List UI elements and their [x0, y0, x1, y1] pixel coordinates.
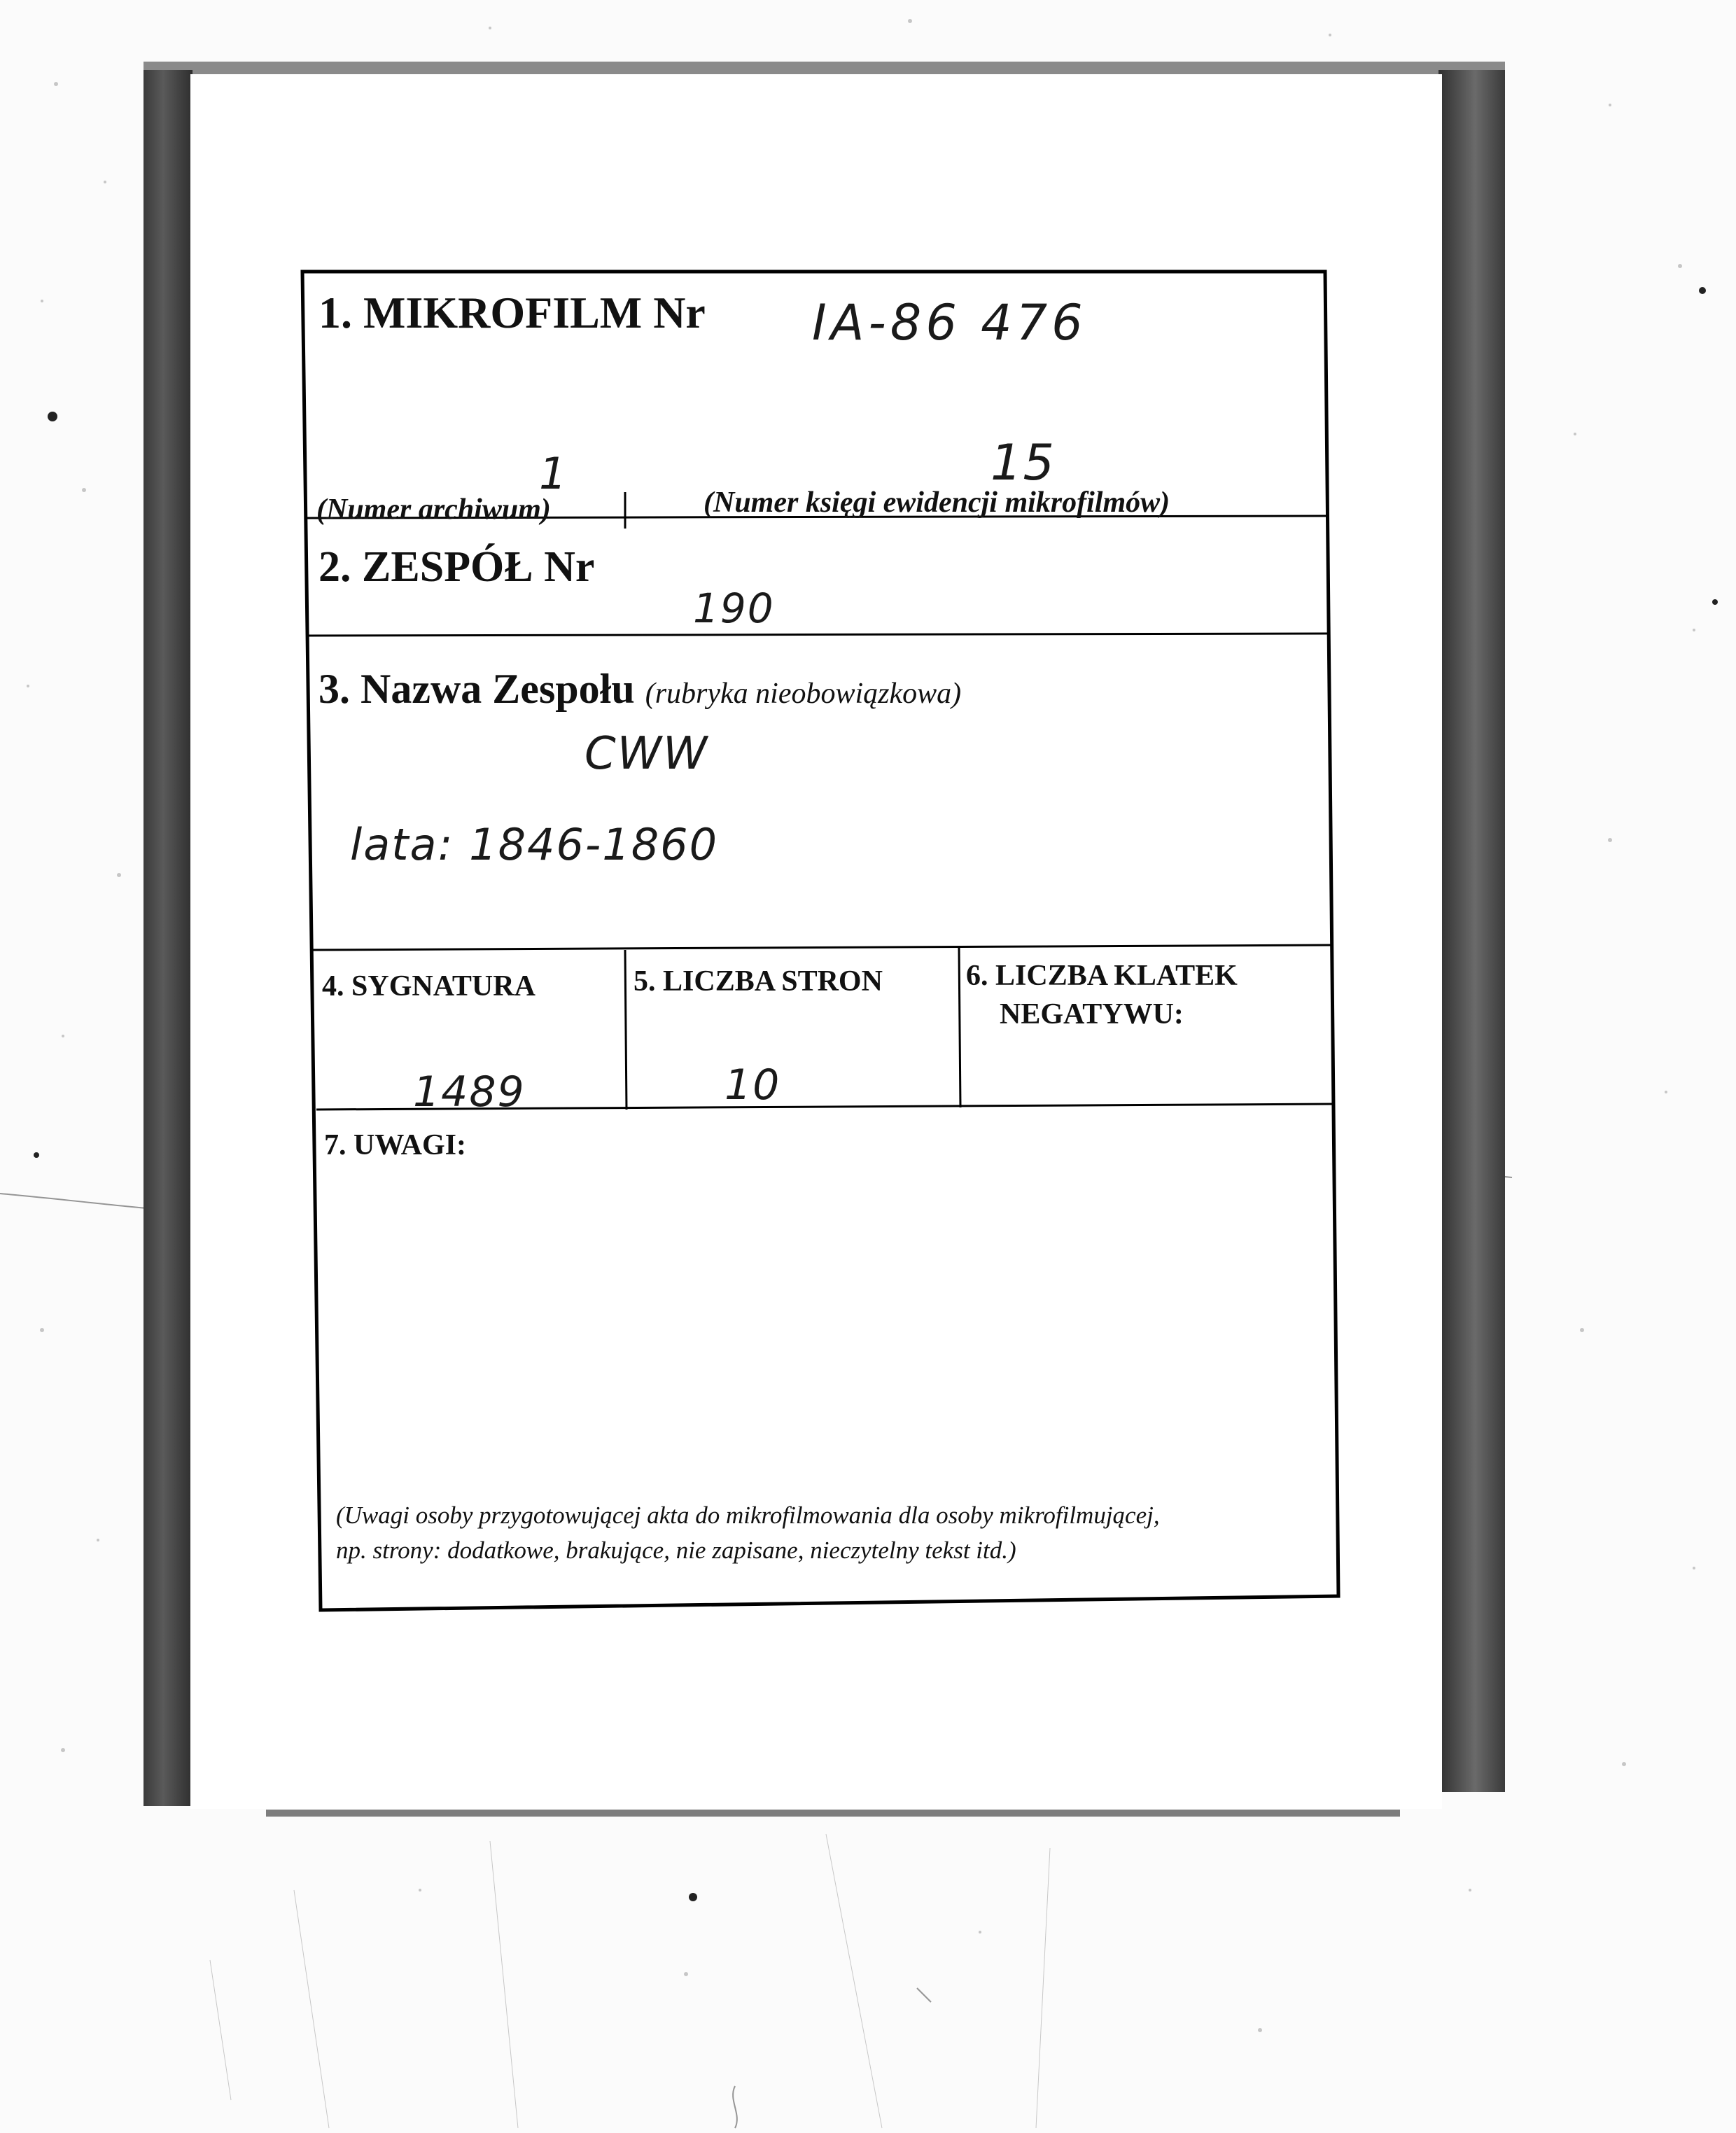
mikrofilm-number: IA-86 476	[812, 294, 1087, 351]
nazwa-zespolu-label	[318, 665, 961, 713]
nazwa-zespolu-value: CWW	[584, 728, 709, 780]
nazwa-zespolu-title: 3. Nazwa Zespołu	[318, 666, 635, 712]
archive-number: 1	[539, 448, 568, 499]
nazwa-zespolu-note: (rubryka nieobowiązkowa)	[645, 678, 962, 710]
mikrofilm-label: 1. MIKROFILM Nr	[318, 288, 706, 337]
sygnatura-label: 4. SYGNATURA	[322, 970, 536, 1002]
zespol-number: 190	[693, 585, 775, 632]
register-number-caption: (Numer księgi ewidencji mikrofilmów)	[704, 487, 1170, 519]
zespol-label: 2. ZESPÓŁ Nr	[318, 543, 595, 591]
archive-number-caption: (Numer archiwum)	[316, 494, 551, 526]
divider-row3	[313, 945, 1331, 950]
liczba-stron-value: 10	[724, 1061, 781, 1110]
divider-col-liczba-stron	[959, 948, 960, 1107]
years-range: lata: 1846-1860	[350, 819, 719, 870]
uwagi-note-line1: (Uwagi osoby przygotowującej akta do mikrofilmowania dla osoby mikrofilmującej,	[336, 1502, 1160, 1529]
divider-col-sygnatura	[625, 950, 626, 1110]
uwagi-label: 7. UWAGI:	[324, 1129, 467, 1161]
divider-row2	[308, 634, 1329, 636]
uwagi-note-line2: np. strony: dodatkowe, brakujące, nie zapisane, nieczytelny tekst itd.)	[336, 1537, 1016, 1564]
register-number: 15	[990, 434, 1056, 491]
form-outer-border	[302, 272, 1338, 1610]
liczba-klatek-label-line2: NEGATYWU:	[1000, 998, 1184, 1030]
liczba-klatek-label-line1: 6. LICZBA KLATEK	[966, 960, 1238, 992]
sygnatura-value: 1489	[413, 1068, 526, 1117]
liczba-stron-label: 5. LICZBA STRON	[634, 965, 883, 998]
